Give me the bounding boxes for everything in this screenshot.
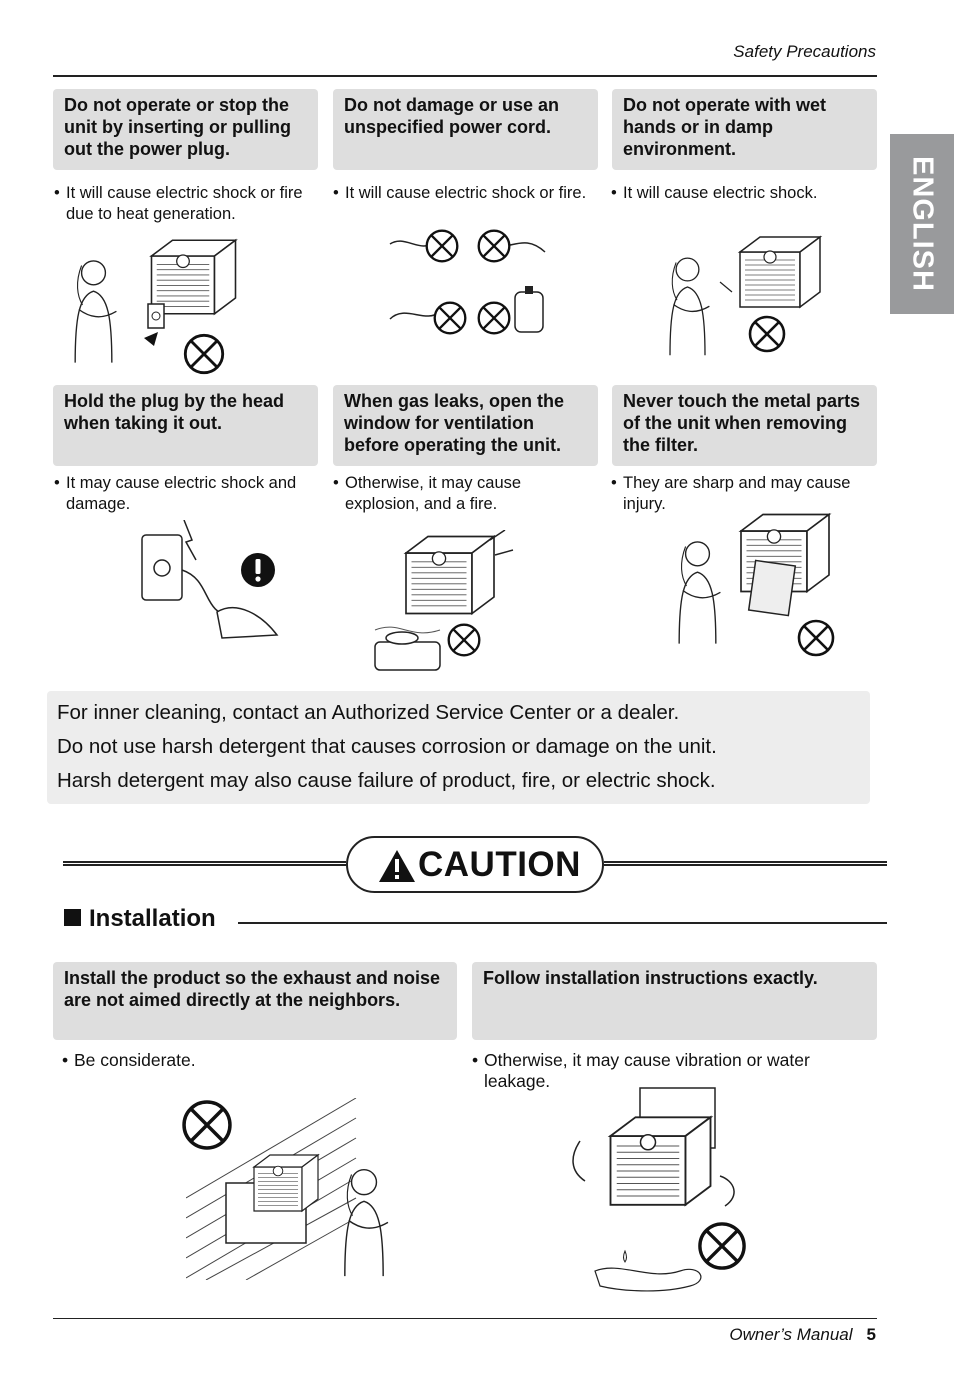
section-header: Safety Precautions [733,42,876,61]
notice-line: For inner cleaning, contact an Authorized Service Center or a dealer. [57,701,680,724]
warning-box [53,385,318,466]
warning-note: • It will cause electric shock or fire. [333,184,587,202]
warning-title: Do not operate or stop the unit by inserting or pulling out the power plug. [64,95,291,159]
caution-label: CAUTION [418,845,581,884]
bullet-glyph: • [611,184,617,202]
bullet-glyph: • [62,1050,69,1070]
warning-box [333,89,598,170]
gas-leak-illustration [370,530,515,675]
language-tab-label: ENGLISH [906,156,939,292]
warning-note: • It will cause electric shock. [611,184,818,202]
warning-box [612,89,877,170]
notice-line: Do not use harsh detergent that causes corrosion or damage on the unit. [57,735,717,758]
prohibition-icon [476,300,512,336]
bullet-glyph: • [333,474,339,492]
warning-note: • Otherwise, it may cause explosion, and a fire. [333,474,522,513]
caution-note: • Otherwise, it may cause vibration or water leakage. [472,1050,810,1091]
caution-banner [346,836,604,893]
footer-rule [53,1318,877,1319]
page-footer [729,1325,876,1345]
caution-rule-right [604,861,887,866]
bullet-glyph: • [54,184,60,202]
caution-box [472,962,877,1040]
footer-label: Owner’s Manual [729,1325,853,1344]
mandatory-icon [240,552,276,588]
caution-title: Install the product so the exhaust and noise are not aimed directly at the neighbors. [64,968,441,1010]
prohibition-icon [696,1220,748,1272]
warning-title: Do not operate with wet hands or in damp environment. [623,95,827,159]
warning-title: Hold the plug by the head when taking it out. [64,391,284,433]
bullet-glyph: • [611,474,617,492]
wet-hands-illustration [660,232,830,357]
prohibition-icon [747,314,787,354]
warning-triangle-icon [378,849,416,883]
prohibition-icon [796,618,836,658]
bullet-glyph: • [333,184,339,202]
caution-box [53,962,457,1040]
warning-title: When gas leaks, open the window for ventilation before operating the unit. [344,391,565,455]
caution-title: Follow installation instructions exactly. [483,968,818,988]
page-number: 5 [866,1325,876,1344]
warning-title: Do not damage or use an unspecified power cord. [344,95,560,137]
top-rule [53,75,877,77]
notice-line: Harsh detergent may also cause failure of product, fire, or electric shock. [57,769,716,792]
bullet-glyph: • [54,474,60,492]
warning-box [612,385,877,466]
warning-box [53,89,318,170]
cleaning-notice [47,691,870,804]
warning-note: • They are sharp and may cause injury. [611,474,851,513]
warning-note: • It will cause electric shock or fire due to heat generation. [54,184,303,223]
warning-note: • It may cause electric shock and damage. [54,474,297,513]
caution-note: • Be considerate. [62,1050,196,1070]
prohibition-icon [446,622,482,658]
installation-heading: Installation [64,905,216,933]
prohibition-icon [182,332,226,376]
prohibition-icon [432,300,468,336]
prohibition-icon [476,228,512,264]
language-tab [890,134,954,314]
prohibition-icon [424,228,460,264]
power-cord-illustration [385,224,555,344]
bullet-glyph: • [472,1050,479,1070]
installation-rule [238,922,887,924]
warning-box [333,385,598,466]
square-bullet-icon [64,909,81,926]
caution-rule-left [63,861,346,866]
warning-title: Never touch the metal parts of the unit when removing the filter. [623,391,861,455]
neighbors-illustration [186,1098,406,1280]
